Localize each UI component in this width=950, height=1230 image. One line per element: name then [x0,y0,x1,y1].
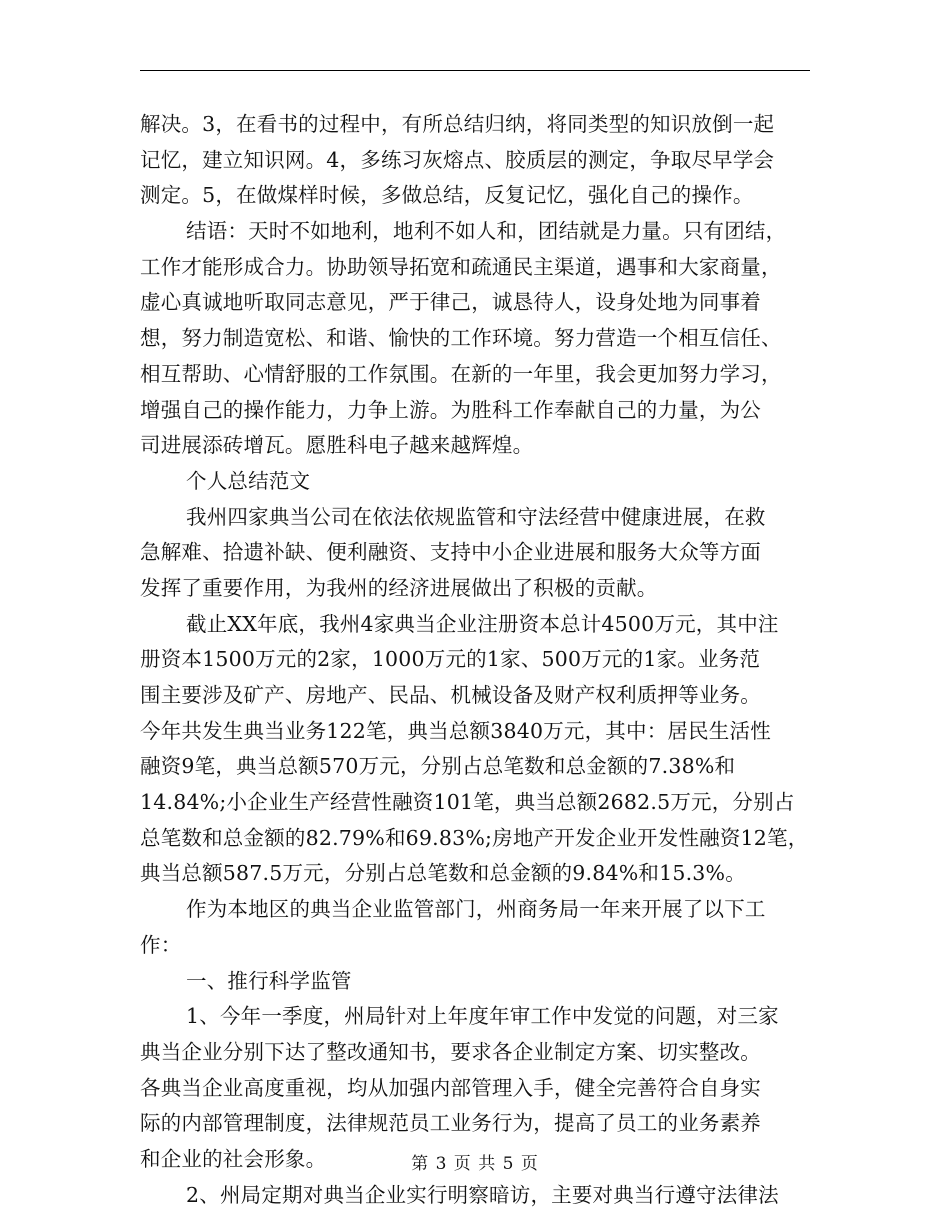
text-line: 截止XX年底，我州4家典当企业注册资本总计4500万元，其中注 [186,611,779,636]
text-line: 急解难、拾遗补缺、便利融资、支持中小企业进展和服务大众等方面 [140,540,761,565]
text-line: 相互帮助、心情舒服的工作氛围。在新的一年里，我会更加努力学习， [140,361,782,386]
text-line: 典当总额587.5万元，分别占总笔数和总金额的9.84%和15.3%。 [140,861,746,886]
text-line: 我州四家典当公司在依法依规监管和守法经营中健康进展，在救 [186,504,766,529]
text-line: 和企业的社会形象。 [140,1146,327,1171]
text-line: 1、今年一季度，州局针对上年度年审工作中发觉的问题，对三家 [186,1004,779,1029]
page-footer: 第 3 页 共 5 页 [411,1154,539,1174]
text-line: 围主要涉及矿产、房地产、民品、机械设备及财产权利质押等业务。 [140,683,761,707]
text-line: 结语：天时不如地利，地利不如人和，团结就是力量。只有团结， [186,219,787,244]
text-line: 14.84%;小企业生产经营性融资101笔，典当总额2682.5万元，分别占 [140,790,795,815]
text-line: 司进展添砖增瓦。愿胜科电子越来越辉煌。 [140,433,534,458]
text-line: 测定。5，在做煤样时候，多做总结，反复记忆，强化自己的操作。 [140,183,754,208]
header-rule [140,70,810,71]
text-line: 解决。3，在看书的过程中，有所总结归纳，将同类型的知识放倒一起 [140,112,775,136]
document-body [140,107,815,1213]
text-line: 工作才能形成合力。协助领导拓宽和疏通民主渠道，遇事和大家商量， [140,254,782,279]
text-line: 作为本地区的典当企业监管部门，州商务局一年来开展了以下工 [186,897,766,922]
text-line: 想，努力制造宽松、和谐、愉快的工作环境。努力营造一个相互信任、 [140,326,782,351]
text-line: 册资本1500万元的2家，1000万元的1家、500万元的1家。业务范 [140,647,761,672]
text-line: 今年共发生典当业务122笔，典当总额3840万元，其中：居民生活性 [140,718,771,743]
text-line: 增强自己的操作能力，力争上游。为胜科工作奉献自己的力量，为公 [140,397,761,422]
text-line: 总笔数和总金额的82.79%和69.83%;房地产开发企业开发性融资12笔， [140,825,809,850]
text-line: 融资9笔，典当总额570万元，分别占总笔数和总金额的7.38%和 [140,754,736,779]
text-line: 典当企业分别下达了整改通知书，要求各企业制定方案、切实整改。 [140,1039,761,1064]
text-line: 一、推行科学监管 [186,968,352,993]
text-line: 个人总结范文 [186,468,311,493]
text-line: 2、州局定期对典当企业实行明察暗访，主要对典当行遵守法律法 [186,1182,779,1207]
text-line: 作： [140,932,182,957]
text-line: 虚心真诚地听取同志意见，严于律己，诚恳待人，设身处地为同事着 [140,290,761,315]
text-line: 记忆，建立知识网。4，多练习灰熔点、胶质层的测定，争取尽早学会 [140,147,775,172]
text-line: 发挥了重要作用，为我州的经济进展做出了积极的贡献。 [140,575,658,600]
text-line: 各典当企业高度重视，均从加强内部管理入手，健全完善符合自身实 [140,1075,761,1100]
text-line: 际的内部管理制度，法律规范员工业务行为，提高了员工的业务素养 [140,1111,761,1136]
